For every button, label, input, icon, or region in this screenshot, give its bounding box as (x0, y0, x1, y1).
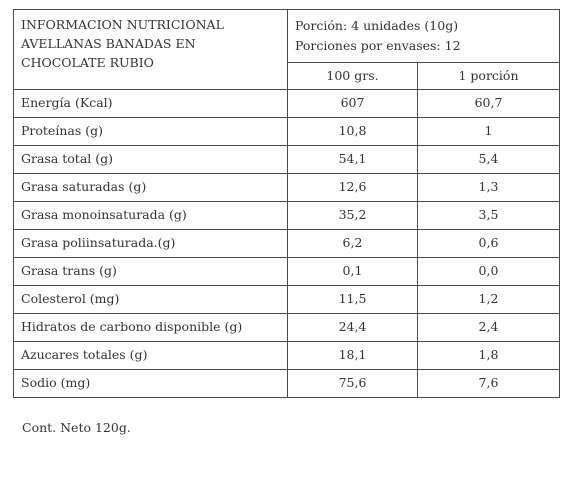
nutrient-label: Proteínas (g) (14, 118, 288, 146)
nutrient-label: Hidratos de carbono disponible (g) (14, 314, 288, 342)
table-row (14, 314, 560, 342)
nutrient-rows (14, 90, 560, 398)
nutrient-label: Azucares totales (g) (14, 342, 288, 370)
table-header-row (14, 10, 560, 63)
table-row (14, 202, 560, 230)
value-per-100g: 0,1 (288, 258, 418, 286)
portion-info-cell (288, 10, 560, 63)
product-title-line-3: CHOCOLATE RUBIO (21, 54, 154, 70)
value-per-portion: 2,4 (418, 314, 560, 342)
table-row (14, 286, 560, 314)
nutrient-label: Grasa saturadas (g) (14, 174, 288, 202)
column-header-portion: 1 porción (418, 63, 560, 90)
portion-size: Porción: 4 unidades (10g) (295, 18, 459, 33)
table-row (14, 258, 560, 286)
product-title-cell (14, 10, 288, 90)
table-row (14, 342, 560, 370)
value-per-portion: 1 (418, 118, 560, 146)
value-per-100g: 18,1 (288, 342, 418, 370)
table-row (14, 230, 560, 258)
table-row (14, 370, 560, 398)
nutrient-label: Grasa total (g) (14, 146, 288, 174)
value-per-100g: 75,6 (288, 370, 418, 398)
nutrient-label: Sodio (mg) (14, 370, 288, 398)
nutrient-label: Energía (Kcal) (14, 90, 288, 118)
value-per-100g: 6,2 (288, 230, 418, 258)
nutrient-label: Grasa monoinsaturada (g) (14, 202, 288, 230)
table-row (14, 146, 560, 174)
value-per-100g: 12,6 (288, 174, 418, 202)
value-per-portion: 3,5 (418, 202, 560, 230)
product-title-line-1: INFORMACION NUTRICIONAL (21, 17, 224, 32)
value-per-portion: 5,4 (418, 146, 560, 174)
table-row (14, 90, 560, 118)
net-content: Cont. Neto 120g. (22, 420, 131, 435)
nutrient-label: Grasa poliinsaturada.(g) (14, 230, 288, 258)
value-per-portion: 0,0 (418, 258, 560, 286)
value-per-portion: 1,3 (418, 174, 560, 202)
table-row (14, 118, 560, 146)
value-per-portion: 7,6 (418, 370, 560, 398)
value-per-portion: 1,2 (418, 286, 560, 314)
value-per-100g: 54,1 (288, 146, 418, 174)
nutrition-facts-table (13, 9, 560, 398)
value-per-portion: 60,7 (418, 90, 560, 118)
nutrient-label: Grasa trans (g) (14, 258, 288, 286)
value-per-100g: 35,2 (288, 202, 418, 230)
column-header-100g: 100 grs. (288, 63, 418, 90)
nutrient-label: Colesterol (mg) (14, 286, 288, 314)
value-per-100g: 607 (288, 90, 418, 118)
table-row (14, 174, 560, 202)
portions-per-package: Porciones por envases: 12 (295, 38, 461, 53)
value-per-100g: 24,4 (288, 314, 418, 342)
value-per-100g: 10,8 (288, 118, 418, 146)
value-per-portion: 1,8 (418, 342, 560, 370)
product-title-line-2: AVELLANAS BANADAS EN (21, 35, 196, 51)
value-per-portion: 0,6 (418, 230, 560, 258)
value-per-100g: 11,5 (288, 286, 418, 314)
